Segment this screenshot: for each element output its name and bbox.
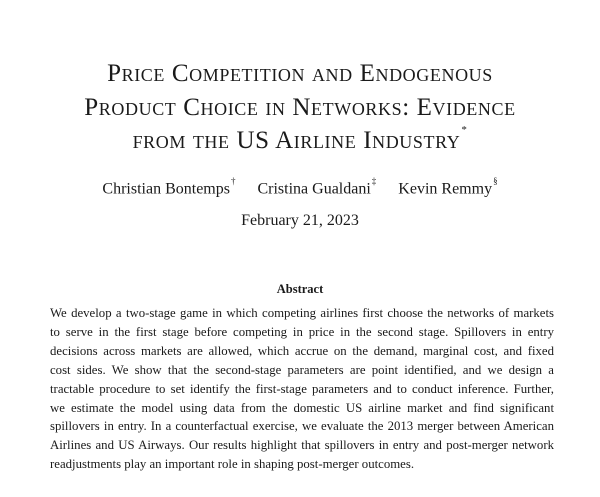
abstract-line: we estimate the model using data from the domestic US airline market and find significant — [50, 400, 554, 415]
abstract-line: decisions across markets are allowed, which accrue on the demand, marginal cost, and fixed — [50, 343, 554, 358]
title-line-1-text: Price Competition and Endogenous — [107, 60, 493, 87]
abstract-line: We develop a two-stage game in which competing airlines first choose the networks of markets — [50, 306, 554, 320]
author-1 — [102, 176, 236, 198]
title-line-3-text: from the US Airline Industry — [132, 127, 461, 154]
abstract-line: to serve in the first stage before competing in price in the second stage. Spillovers in entry — [50, 324, 554, 339]
author-1-footnote-mark[interactable]: † — [230, 176, 236, 186]
paper-title-line-2 — [20, 94, 580, 122]
paper-title-line-1 — [20, 60, 580, 88]
abstract-line: cost sides. We show that the second-stage parameters are point identified, and we design a — [50, 362, 554, 377]
paper-title-line-3 — [20, 123, 580, 155]
abstract-line: Airlines and US Airways. Our results highlight that spillovers in entry and post-merger network — [50, 438, 554, 453]
abstract-line: tractable procedure to set identify the first-stage parameters and to conduct inference. Further, — [50, 381, 554, 396]
author-2 — [257, 176, 377, 198]
author-2-footnote-mark[interactable]: ‡ — [371, 176, 377, 186]
author-3 — [398, 176, 498, 198]
author-2-name: Cristina Gualdani — [257, 180, 371, 198]
abstract-heading: Abstract — [276, 282, 324, 296]
author-3-name: Kevin Remmy — [398, 180, 493, 198]
title-line-2-text: Product Choice in Networks: Evidence — [84, 94, 516, 121]
author-3-footnote-mark[interactable]: § — [493, 176, 498, 186]
abstract-line: readjustments play an important role in shaping post-merger outcomes. — [50, 457, 415, 472]
publication-date: February 21, 2023 — [241, 212, 359, 229]
title-footnote-mark[interactable]: * — [461, 123, 468, 136]
author-1-name: Christian Bontemps — [102, 180, 230, 198]
author-list — [0, 176, 600, 198]
abstract-line: spillovers in entry. In a counterfactual exercise, we evaluate the 2013 merger between American — [50, 419, 554, 434]
abstract-body — [50, 304, 554, 474]
